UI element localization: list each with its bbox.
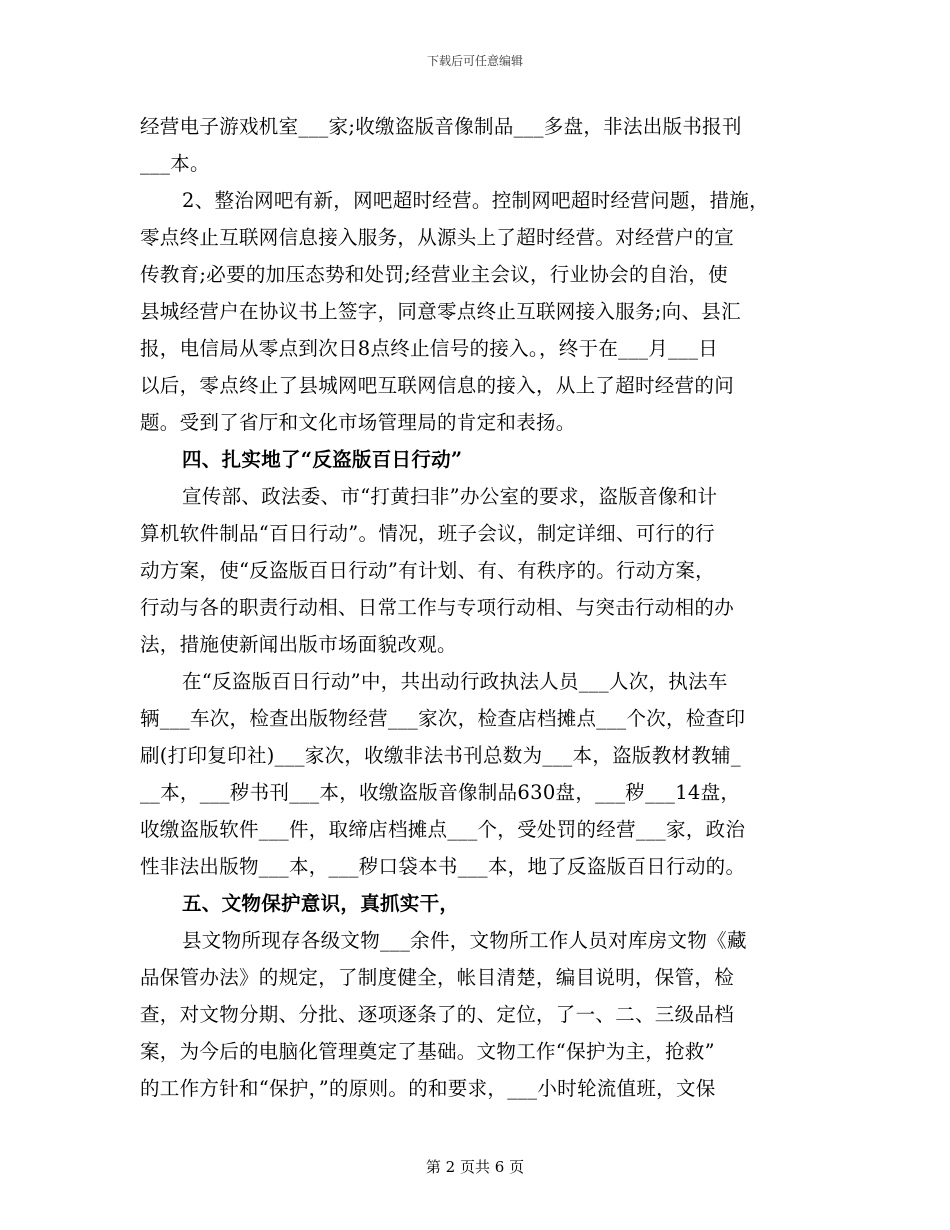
- text-line: 零点终止互联网信息接入服务，从源头上了超时经营。对经营户的宣: [140, 226, 735, 249]
- text-line: 法，措施使新闻出版市场面貌改观。: [140, 633, 457, 656]
- text-line: 县文物所现存各级文物___余件，文物所工作人员对库房文物《藏: [182, 929, 747, 952]
- text-line: 的工作方针和“保护，”的原则。的和要求，___小时轮流值班，文保: [140, 1077, 716, 1100]
- text-line: 性非法出版物___本，___秽口袋本书___本，地了反盗版百日行动的。: [140, 855, 746, 878]
- text-line: 收缴盗版软件___件，取缔店档摊点___个，受处罚的经营___家，政治: [140, 818, 746, 841]
- text-line: 在“反盗版百日行动”中，共出动行政执法人员___人次，执法车: [182, 670, 728, 693]
- text-line: 案，为今后的电脑化管理奠定了基础。文物工作“保护为主，抢救”: [140, 1040, 715, 1063]
- text-line: 动方案，使“反盗版百日行动”有计划、有、有秩序的。行动方案，: [140, 559, 715, 582]
- text-line: 县城经营户在协议书上签字，同意零点终止互联网接入服务;向、县汇: [140, 300, 741, 323]
- text-line: 题。受到了省厅和文化市场管理局的肯定和表扬。: [140, 411, 576, 434]
- text-line: ___本。: [140, 152, 210, 175]
- document-body: [140, 108, 820, 1107]
- text-line: 传教育;必要的加压态势和处罚;经营业主会议，行业协会的自治，使: [140, 263, 728, 286]
- section-heading: 五、文物保护意识，真抓实干，: [182, 892, 460, 915]
- text-line: 查，对文物分期、分批、逐项逐条了的、定位，了一、二、三级品档: [140, 1003, 735, 1026]
- text-line: 品保管办法》的规定，了制度健全，帐目清楚，编目说明，保管，检: [140, 966, 735, 989]
- text-line: 宣传部、政法委、市“打黄扫非”办公室的要求，盗版音像和计: [182, 485, 718, 508]
- header-note: 下载后可任意编辑: [426, 54, 523, 68]
- text-line: 2、整治网吧有新，网吧超时经营。控制网吧超时经营问题，措施，: [182, 189, 769, 212]
- section-heading: 四、扎实地了“反盗版百日行动”: [182, 448, 463, 471]
- text-line: 行动与各的职责行动相、日常工作与专项行动相、与突击行动相的办: [140, 596, 735, 619]
- page-number: 第 2 页共 6 页: [425, 1158, 525, 1176]
- text-line: 辆___车次，检查出版物经营___家次，检查店档摊点___个次，检查印: [140, 707, 746, 730]
- text-line: 以后，零点终止了县城网吧互联网信息的接入，从上了超时经营的问: [140, 374, 735, 397]
- text-line: 算机软件制品“百日行动”。情况，班子会议，制定详细、可行的行: [140, 522, 715, 545]
- text-line: __本，___秽书刊___本，收缴盗版音像制品630盘，___秽___14盘，: [140, 781, 741, 804]
- text-line: 刷(打印复印社)___家次，收缴非法书刊总数为___本，盗版教材教辅_: [140, 744, 741, 767]
- text-line: 经营电子游戏机室___家;收缴盗版音像制品___多盘，非法出版书报刊: [140, 115, 742, 138]
- text-line: 报，电信局从零点到次日8点终止信号的接入。，终于在___月___日: [140, 337, 719, 360]
